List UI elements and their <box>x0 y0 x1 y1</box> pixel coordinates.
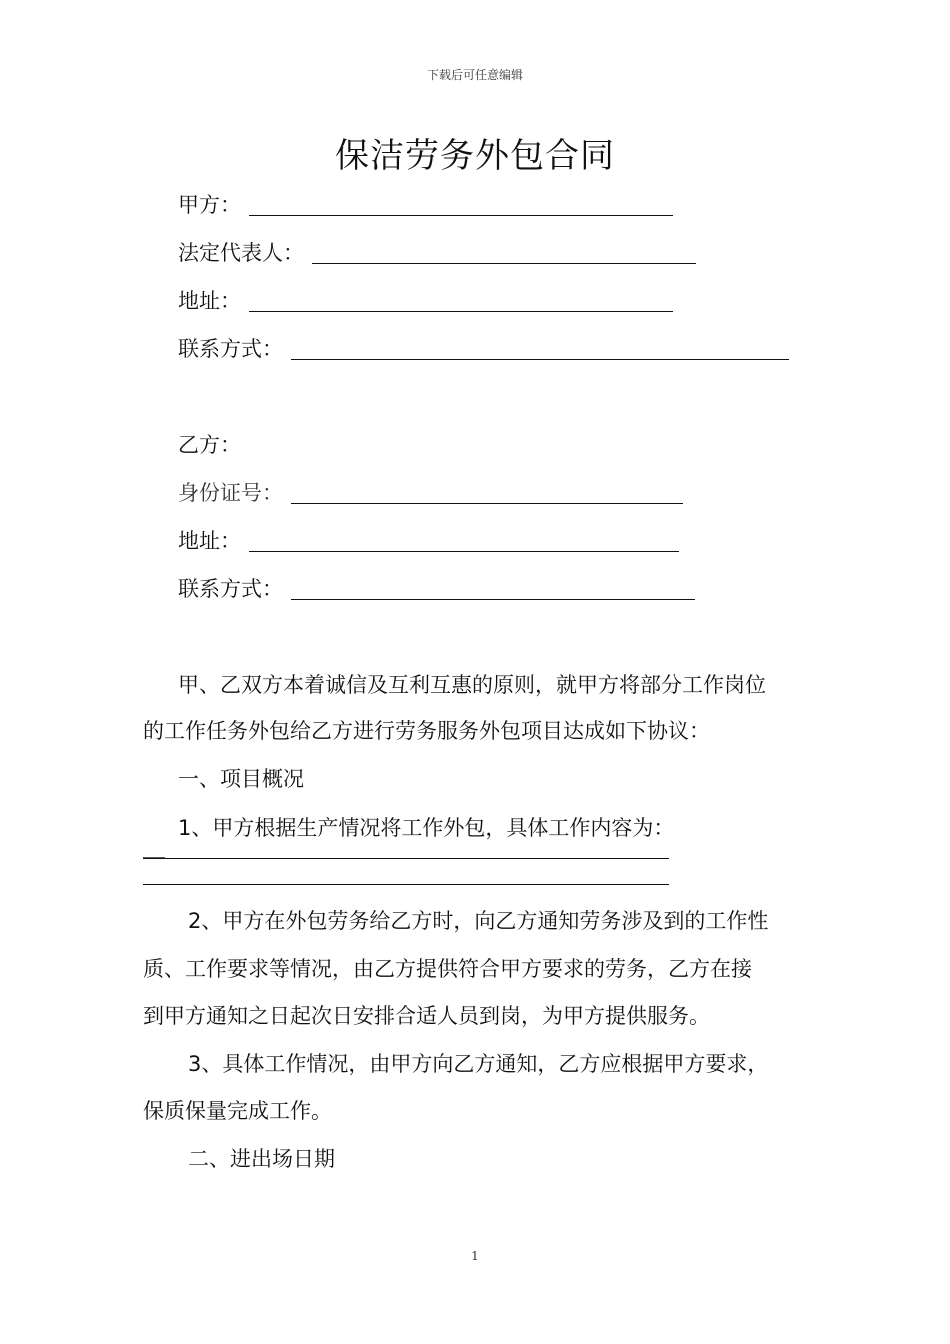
legal-representative-blank-line <box>312 263 696 264</box>
party-a-address-field <box>178 288 673 314</box>
header-note: 下载后可任意编辑 <box>426 68 523 82</box>
item-3-line-1: 3、具体工作情况，由甲方向乙方通知，乙方应根据甲方要求， <box>188 1052 769 1076</box>
item-1-text: 1、甲方根据生产情况将工作外包，具体工作内容为： <box>178 816 675 840</box>
party-b-id-blank-line <box>291 503 683 504</box>
legal-representative-label: 法定代表人： <box>178 241 304 265</box>
party-a-label: 甲方： <box>178 193 241 217</box>
party-b-id-field <box>178 480 683 506</box>
item-2-line-2: 质、工作要求等情况，由乙方提供符合甲方要求的劳务，乙方在接 <box>143 957 752 981</box>
section-2-heading: 二、进出场日期 <box>188 1147 335 1171</box>
party-a-blank-line <box>249 215 673 216</box>
item-2-line-1: 2、甲方在外包劳务给乙方时，向乙方通知劳务涉及到的工作性 <box>188 909 769 933</box>
party-a-address-label: 地址： <box>178 289 241 313</box>
party-a-field <box>178 192 673 218</box>
party-b-address-field <box>178 528 679 554</box>
work-content-blank-line-1 <box>143 858 669 859</box>
party-b-contact-label: 联系方式： <box>178 577 283 601</box>
party-a-contact-field <box>178 336 789 362</box>
work-content-blank-line-2 <box>143 884 669 885</box>
party-b-label: 乙方： <box>178 433 241 457</box>
party-b-id-label: 身份证号： <box>178 481 283 505</box>
item-3-line-2: 保质保量完成工作。 <box>143 1099 332 1123</box>
party-a-address-blank-line <box>249 311 673 312</box>
legal-representative-field <box>178 240 696 266</box>
intro-paragraph-line-2: 的工作任务外包给乙方进行劳务服务外包项目达成如下协议： <box>143 719 710 743</box>
item-2-line-3: 到甲方通知之日起次日安排合适人员到岗，为甲方提供服务。 <box>143 1004 710 1028</box>
party-a-contact-label: 联系方式： <box>178 337 283 361</box>
party-b-contact-field <box>178 576 695 602</box>
page-number: 1 <box>471 1249 479 1263</box>
work-content-blank-accent <box>143 857 165 858</box>
party-b-address-blank-line <box>249 551 679 552</box>
party-b-address-label: 地址： <box>178 529 241 553</box>
party-a-contact-blank-line <box>291 359 789 360</box>
party-b-contact-blank-line <box>291 599 695 600</box>
document-title: 保洁劳务外包合同 <box>335 136 615 176</box>
intro-paragraph-line-1: 甲、乙双方本着诚信及互利互惠的原则，就甲方将部分工作岗位 <box>178 673 766 697</box>
section-1-heading: 一、项目概况 <box>178 767 304 791</box>
party-b-field <box>178 432 241 458</box>
